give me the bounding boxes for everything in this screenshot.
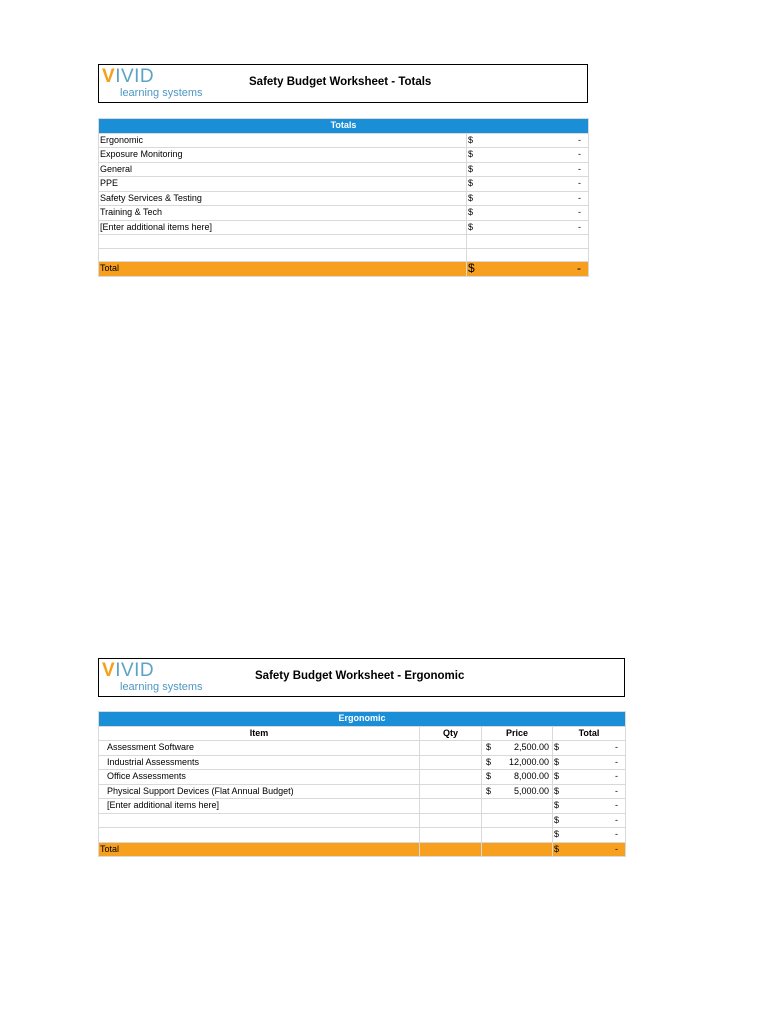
currency-symbol: $ — [468, 178, 474, 188]
qty-cell — [420, 755, 482, 770]
table-row — [99, 206, 589, 221]
table-row — [99, 755, 626, 770]
amount: - — [578, 134, 581, 145]
table-row — [99, 148, 589, 163]
amount: - — [578, 178, 581, 188]
total-value: - — [615, 829, 619, 839]
item-name: Office Assessments — [99, 770, 420, 785]
table-row — [99, 813, 626, 828]
header-item: Item — [99, 726, 420, 741]
total-value: - — [615, 814, 619, 825]
table-row — [99, 162, 589, 177]
ergonomic-header-box — [98, 658, 625, 697]
total-value: - — [615, 771, 619, 781]
qty-cell — [420, 828, 482, 843]
item-name — [99, 828, 420, 843]
item-name: Industrial Assessments — [99, 755, 420, 770]
item-name: Physical Support Devices (Flat Annual Budget) — [99, 784, 420, 799]
amount: - — [578, 221, 581, 232]
table-row — [99, 191, 589, 206]
ergonomic-table — [98, 711, 626, 857]
total-amount: - — [615, 843, 619, 854]
currency-symbol: $ — [468, 163, 474, 174]
logo-brand: IVID — [115, 66, 155, 87]
table-row — [99, 784, 626, 799]
qty-cell — [420, 799, 482, 814]
item-name: Assessment Software — [99, 741, 420, 756]
table-row — [99, 770, 626, 785]
table-row — [99, 248, 589, 262]
totals-total-row — [99, 262, 589, 277]
qty-cell — [420, 813, 482, 828]
currency-symbol: $ — [468, 149, 474, 159]
logo-v: V — [102, 66, 116, 87]
price-currency: $ — [486, 771, 492, 781]
table-row — [99, 799, 626, 814]
category-label: PPE — [99, 177, 467, 192]
amount: - — [578, 192, 581, 203]
header-qty: Qty — [420, 726, 482, 741]
totals-table — [98, 118, 589, 277]
price-currency: $ — [486, 785, 492, 796]
currency-symbol: $ — [468, 134, 474, 145]
price-value: 5,000.00 — [513, 785, 549, 796]
price-value: 12,000.00 — [508, 756, 549, 767]
category-label: Ergonomic — [99, 133, 467, 148]
currency-symbol: $ — [468, 207, 474, 217]
logo-subtitle: learning systems — [120, 87, 203, 99]
column-headers — [99, 726, 626, 741]
logo-brand: IVID — [115, 660, 155, 681]
table-row — [99, 235, 589, 249]
total-value: - — [615, 785, 619, 796]
total-currency: $ — [554, 814, 560, 825]
section-title: Safety Budget Worksheet - Ergonomic — [255, 670, 465, 682]
header-price: Price — [482, 726, 553, 741]
qty-cell — [420, 741, 482, 756]
price-value: 8,000.00 — [513, 771, 549, 781]
header-total: Total — [553, 726, 626, 741]
currency-symbol: $ — [468, 192, 474, 203]
amount: - — [578, 163, 581, 174]
total-value: - — [615, 800, 619, 810]
qty-cell — [420, 784, 482, 799]
total-currency: $ — [468, 261, 475, 275]
price-currency: $ — [486, 742, 492, 752]
total-currency: $ — [554, 771, 560, 781]
total-currency: $ — [554, 829, 560, 839]
total-currency: $ — [554, 843, 560, 854]
ergonomic-banner: Ergonomic — [99, 712, 626, 727]
category-label: Safety Services & Testing — [99, 191, 467, 206]
total-label: Total — [99, 842, 420, 857]
vivid-logo — [102, 68, 212, 100]
total-currency: $ — [554, 800, 560, 810]
totals-banner: Totals — [99, 119, 589, 134]
total-label: Total — [99, 262, 467, 277]
amount: - — [578, 149, 581, 159]
ergonomic-total-row — [99, 842, 626, 857]
item-name — [99, 813, 420, 828]
currency-symbol: $ — [468, 221, 474, 232]
category-label: General — [99, 162, 467, 177]
logo-v: V — [102, 660, 116, 681]
total-value: - — [615, 742, 619, 752]
total-currency: $ — [554, 785, 560, 796]
total-currency: $ — [554, 756, 560, 767]
total-currency: $ — [554, 742, 560, 752]
table-row — [99, 220, 589, 235]
category-label: Exposure Monitoring — [99, 148, 467, 163]
totals-header-box — [98, 64, 588, 103]
amount: - — [578, 207, 581, 217]
total-amount: - — [577, 261, 581, 275]
price-currency: $ — [486, 756, 492, 767]
item-name: [Enter additional items here] — [99, 799, 420, 814]
logo-subtitle: learning systems — [120, 681, 203, 693]
category-label: [Enter additional items here] — [99, 220, 467, 235]
total-value: - — [615, 756, 619, 767]
price-value: 2,500.00 — [513, 742, 549, 752]
table-row — [99, 828, 626, 843]
table-row — [99, 133, 589, 148]
vivid-logo — [102, 662, 212, 694]
table-row — [99, 741, 626, 756]
category-label: Training & Tech — [99, 206, 467, 221]
table-row — [99, 177, 589, 192]
qty-cell — [420, 770, 482, 785]
page-title: Safety Budget Worksheet - Totals — [249, 76, 432, 88]
